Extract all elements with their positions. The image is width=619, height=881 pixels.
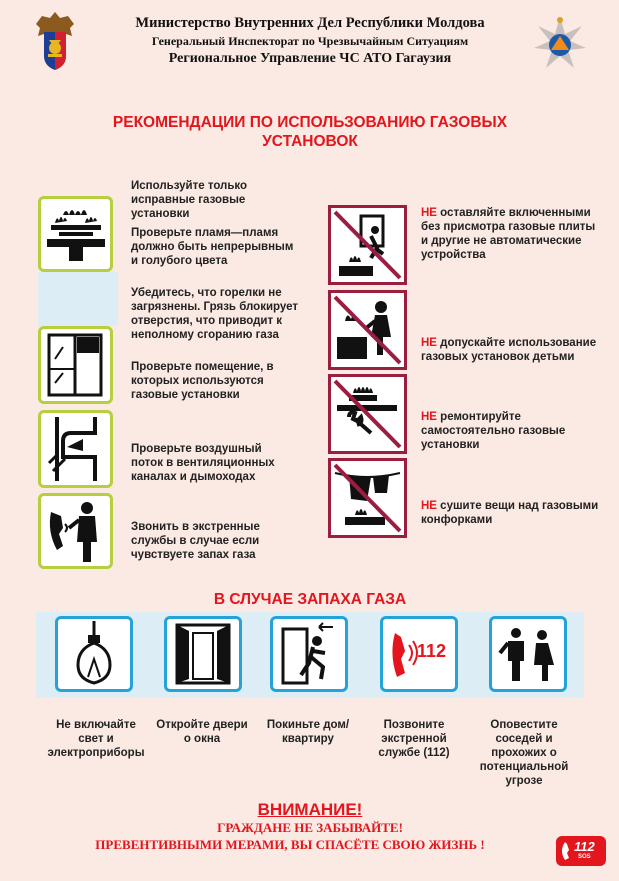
green-strip xyxy=(38,272,118,326)
gas-smell-title: В СЛУЧАЕ ЗАПАХА ГАЗА xyxy=(213,591,407,608)
tip-check-ventilation: Проверьте воздушный поток в вентиляционных каналах и дымоходах xyxy=(131,443,275,483)
tip-check-room: Проверьте помещение, в которых используются газовые установки xyxy=(131,361,274,401)
notify-neighbors-icon xyxy=(489,616,567,692)
lightbulb-icon xyxy=(55,616,133,692)
step-notify-neighbors: Оповестите соседей и прохожих о потенциальной угрозе xyxy=(479,719,569,787)
attention-heading: ВНИМАНИЕ! xyxy=(257,800,363,819)
no-leaving-stove-icon xyxy=(328,205,407,285)
no-drying-clothes-icon xyxy=(328,458,407,538)
window-icon xyxy=(38,326,113,404)
tip-serviceable-equipment: Используйте только исправные газовые установки xyxy=(131,180,248,220)
warning-children: НЕ допускайте использование газовых установок детьми xyxy=(421,337,597,363)
phone-112-icon xyxy=(380,616,458,692)
tip-check-flame: Проверьте пламя—пламя должно быть непрерывным и голубого цвета xyxy=(131,227,294,267)
phone-call-icon xyxy=(38,493,113,569)
tip-clean-burners: Убедитесь, что горелки не загрязнены. Грязь блокирует отверстия, что приводит к неполному сгоранию газа xyxy=(131,287,299,341)
step-open-windows: Откройте двери о окна xyxy=(156,719,248,745)
header-ministry: Министерство Внутренних Дел Республики Молдова xyxy=(135,15,485,31)
page-title: РЕКОМЕНДАЦИИ ПО ИСПОЛЬЗОВАНИЮ ГАЗОВЫХ УСТАНОВОК xyxy=(112,114,508,150)
header-inspectorate: Генеральный Инспекторат по Чрезвычайным Ситуациям xyxy=(151,34,469,48)
open-window-icon xyxy=(164,616,242,692)
warning-unattended-stove: НЕ оставляйте включенными без присмотра газовые плиты и другие не автоматические устройства xyxy=(421,207,596,261)
step-leave-home: Покиньте дом/квартиру xyxy=(266,719,350,745)
ventilation-duct-icon xyxy=(38,410,113,488)
no-children-icon xyxy=(328,290,407,370)
warning-self-repair: НЕ ремонтируйте самостоятельно газовые установки xyxy=(421,411,566,451)
badge-sos-text: SOS xyxy=(578,854,591,860)
footer-prevention: ПРЕВЕНТИВНЫМИ МЕРАМИ, ВЫ СПАСЁТЕ СВОЮ ЖИЗНЬ ! xyxy=(95,837,485,852)
badge-112-text: 112 xyxy=(574,839,595,854)
exit-door-icon xyxy=(270,616,348,692)
warning-drying-clothes: НЕ сушите вещи над газовыми конфорками xyxy=(421,500,599,526)
step-call-112: Позвоните экстренной службе (112) xyxy=(378,719,450,759)
no-self-repair-icon xyxy=(328,374,407,454)
gas-burner-icon xyxy=(38,196,113,272)
icon-112-label: 112 xyxy=(417,641,447,661)
header-regional-office: Региональное Управление ЧС АТО Гагаузия xyxy=(168,51,452,66)
footer-citizens: ГРАЖДАНЕ НЕ ЗАБЫВАЙТЕ! xyxy=(217,820,403,835)
tip-call-emergency: Звонить в экстренные службы в случае если чувствуете запах газа xyxy=(131,521,260,561)
emergency-emblem xyxy=(532,14,588,74)
moldova-coat-of-arms xyxy=(30,10,80,72)
emergency-112-badge xyxy=(556,836,606,866)
step-no-electricity: Не включайте свет и электроприборы xyxy=(47,719,145,759)
